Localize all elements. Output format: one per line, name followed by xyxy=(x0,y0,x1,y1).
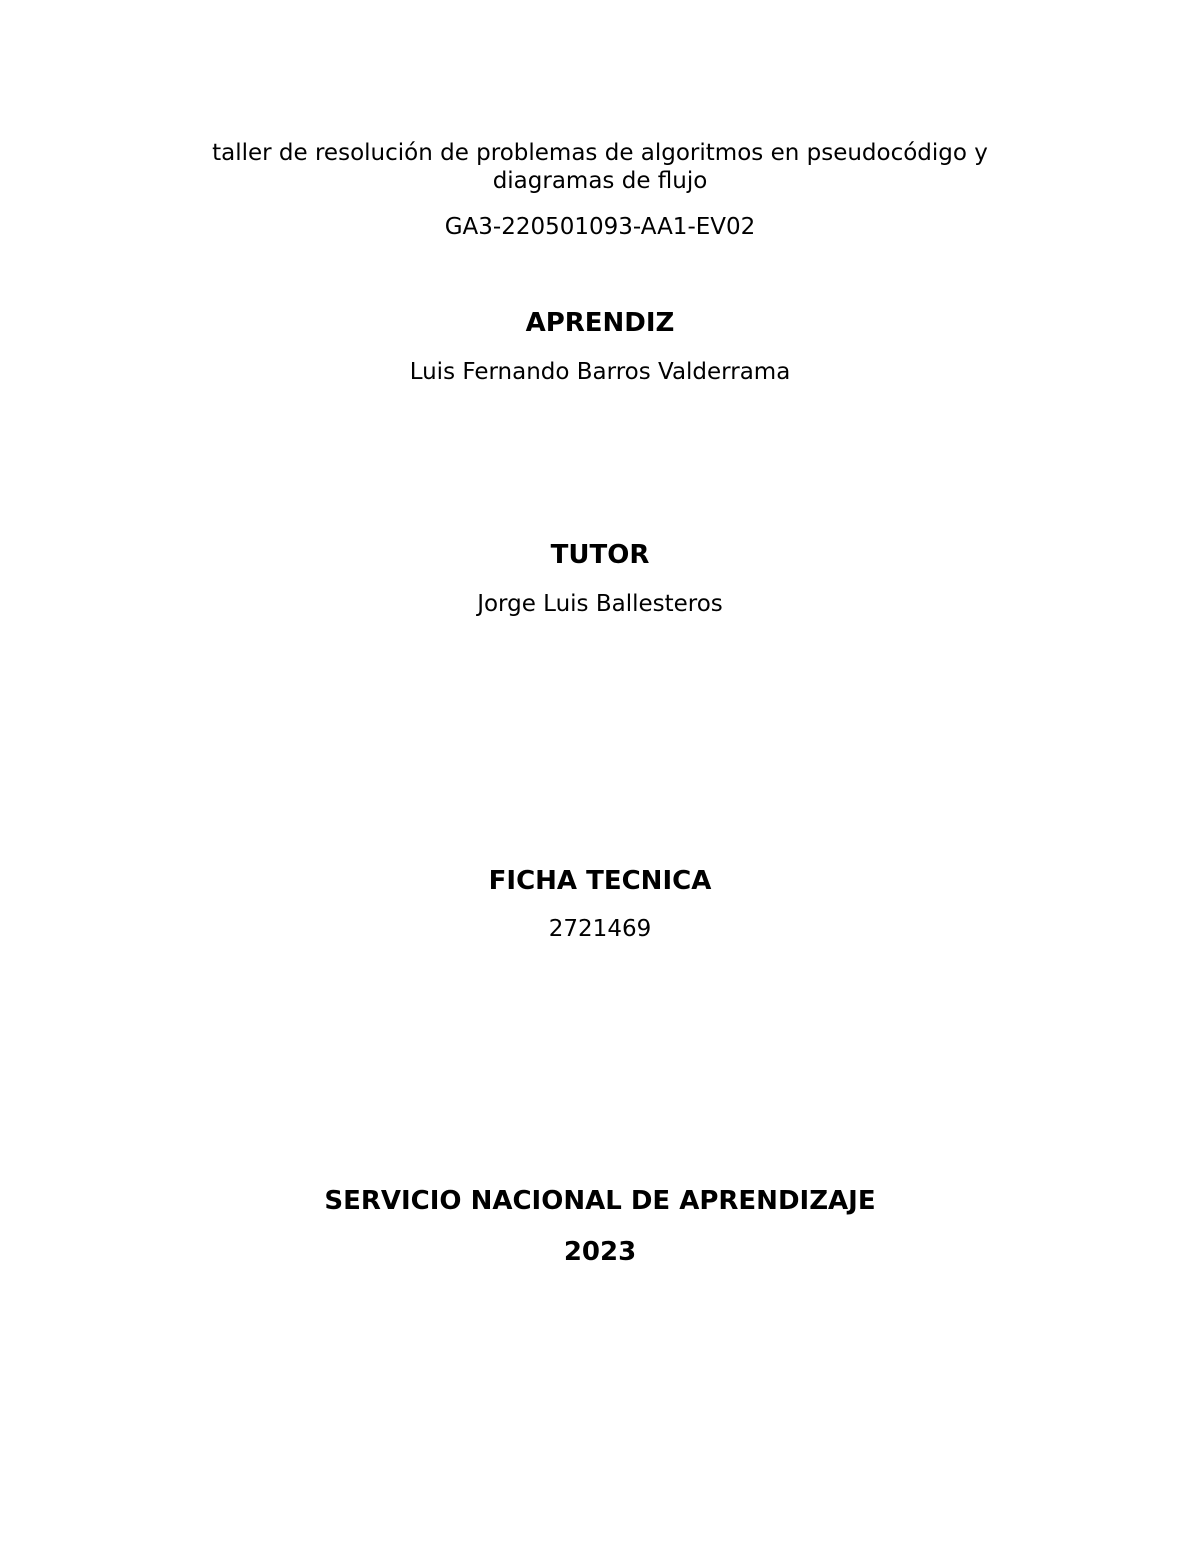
ficha-heading: FICHA TECNICA xyxy=(488,866,712,896)
document-title-line-2: diagramas de flujo xyxy=(492,168,708,194)
tutor-name: Jorge Luis Ballesteros xyxy=(477,591,723,617)
institution-name: SERVICIO NACIONAL DE APRENDIZAJE xyxy=(324,1186,876,1216)
document-year: 2023 xyxy=(563,1237,637,1267)
tutor-heading: TUTOR xyxy=(550,540,650,570)
evidence-code: GA3-220501093-AA1-EV02 xyxy=(444,214,756,240)
aprendiz-heading: APRENDIZ xyxy=(525,308,675,338)
aprendiz-name: Luis Fernando Barros Valderrama xyxy=(409,359,791,385)
ficha-number: 2721469 xyxy=(548,916,652,942)
document-title-line-1: taller de resolución de problemas de algoritmos en pseudocódigo y xyxy=(212,140,988,166)
